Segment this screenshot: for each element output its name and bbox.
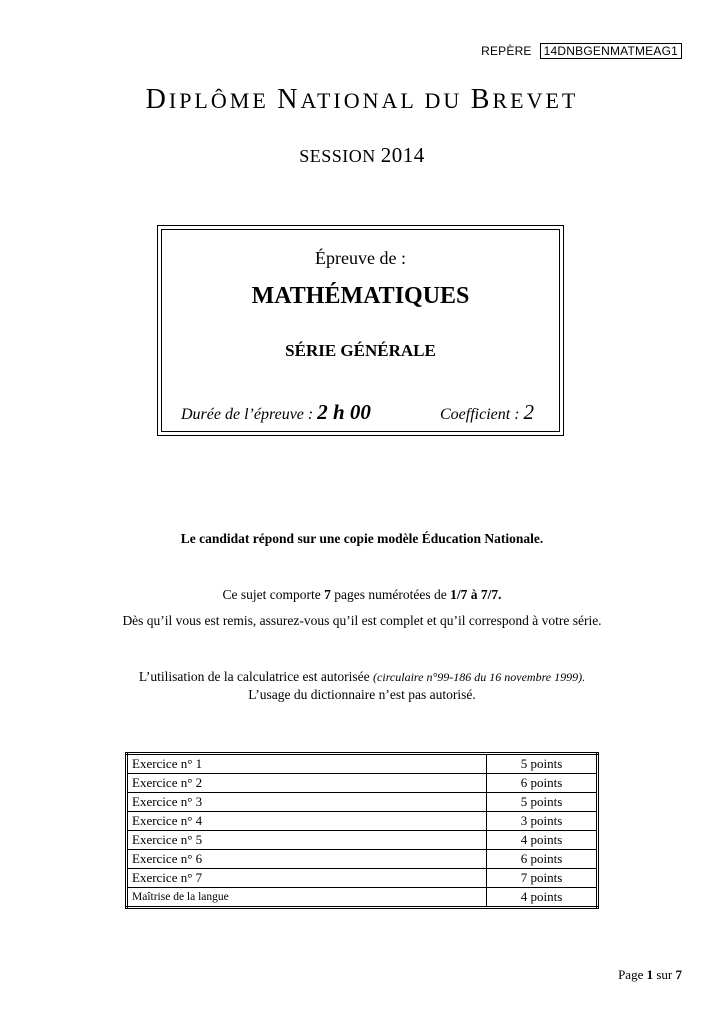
title-word: IPLÔME — [168, 88, 269, 113]
session-label: SESSION — [299, 146, 376, 166]
exercise-label: Exercice n° 4 — [127, 812, 487, 831]
subject-title: MATHÉMATIQUES — [251, 283, 470, 309]
exercise-points: 5 points — [487, 754, 598, 774]
exercise-label: Exercice n° 6 — [127, 850, 487, 869]
circular-reference: (circulaire n°99-186 du 16 novembre 1999). — [373, 670, 586, 684]
title-letter: D — [145, 84, 169, 115]
page-count-line — [0, 587, 724, 603]
exercise-points: 6 points — [487, 850, 598, 869]
table-row — [127, 850, 598, 869]
exercise-points: 5 points — [487, 793, 598, 812]
check-instruction: Dès qu’il vous est remis, assurez-vous qu’il est complet et qu’il correspond à votre série. — [122, 613, 602, 628]
reference-value: 14DNBGENMATMEAG1 — [540, 43, 682, 59]
duration-value: 2 h 00 — [317, 400, 371, 424]
table-row — [127, 869, 598, 888]
table-row — [127, 812, 598, 831]
title-letter: B — [470, 84, 493, 115]
page-count-text: Ce sujet comporte — [222, 587, 325, 602]
calculator-line — [0, 669, 724, 685]
title-word: REVET — [492, 88, 579, 113]
exercise-label: Maîtrise de la langue — [127, 888, 487, 908]
dictionary-line: L’usage du dictionnaire n’est pas autorisé. — [248, 687, 476, 702]
coefficient-label: Coefficient : — [440, 406, 520, 423]
table-row — [127, 774, 598, 793]
table-row — [127, 793, 598, 812]
exercise-points: 3 points — [487, 812, 598, 831]
table-row — [127, 754, 598, 774]
exercise-points: 4 points — [487, 888, 598, 908]
page-range: 1/7 à 7/7. — [450, 587, 502, 602]
exercise-label: Exercice n° 1 — [127, 754, 487, 774]
coefficient-value: 2 — [523, 400, 535, 424]
epreuve-label: Épreuve de : — [315, 248, 406, 268]
duration — [181, 400, 371, 425]
exercise-label: Exercice n° 7 — [127, 869, 487, 888]
page-count-number: 7 — [324, 587, 331, 602]
footer-page-total: 7 — [675, 967, 682, 982]
points-table — [125, 752, 599, 909]
reference-code — [481, 43, 682, 59]
coefficient — [440, 400, 534, 425]
title-word: ATIONAL — [300, 88, 416, 113]
table-row — [127, 831, 598, 850]
page-count-text: pages numérotées de — [330, 587, 451, 602]
session-line — [0, 143, 724, 168]
exercise-points: 6 points — [487, 774, 598, 793]
candidate-instruction: Le candidat répond sur une copie modèle Éducation Nationale. — [180, 531, 544, 546]
footer-page-label: Page — [618, 967, 644, 982]
calculator-text: L’utilisation de la calculatrice est autorisée — [138, 669, 374, 684]
table-row — [127, 888, 598, 908]
footer-page-number: 1 — [646, 967, 654, 982]
exercise-label: Exercice n° 2 — [127, 774, 487, 793]
duration-label: Durée de l’épreuve : — [181, 406, 314, 423]
exercise-label: Exercice n° 5 — [127, 831, 487, 850]
footer-separator: sur — [656, 967, 673, 982]
reference-label: REPÈRE — [481, 44, 532, 58]
document-title — [0, 84, 724, 116]
exercise-label: Exercice n° 3 — [127, 793, 487, 812]
title-letter: N — [277, 84, 301, 115]
series-title: SÉRIE GÉNÉRALE — [285, 341, 436, 360]
page-footer — [618, 967, 682, 983]
exercise-points: 4 points — [487, 831, 598, 850]
exercise-points: 7 points — [487, 869, 598, 888]
session-year: 2014 — [380, 143, 425, 167]
title-word: DU — [424, 88, 463, 113]
